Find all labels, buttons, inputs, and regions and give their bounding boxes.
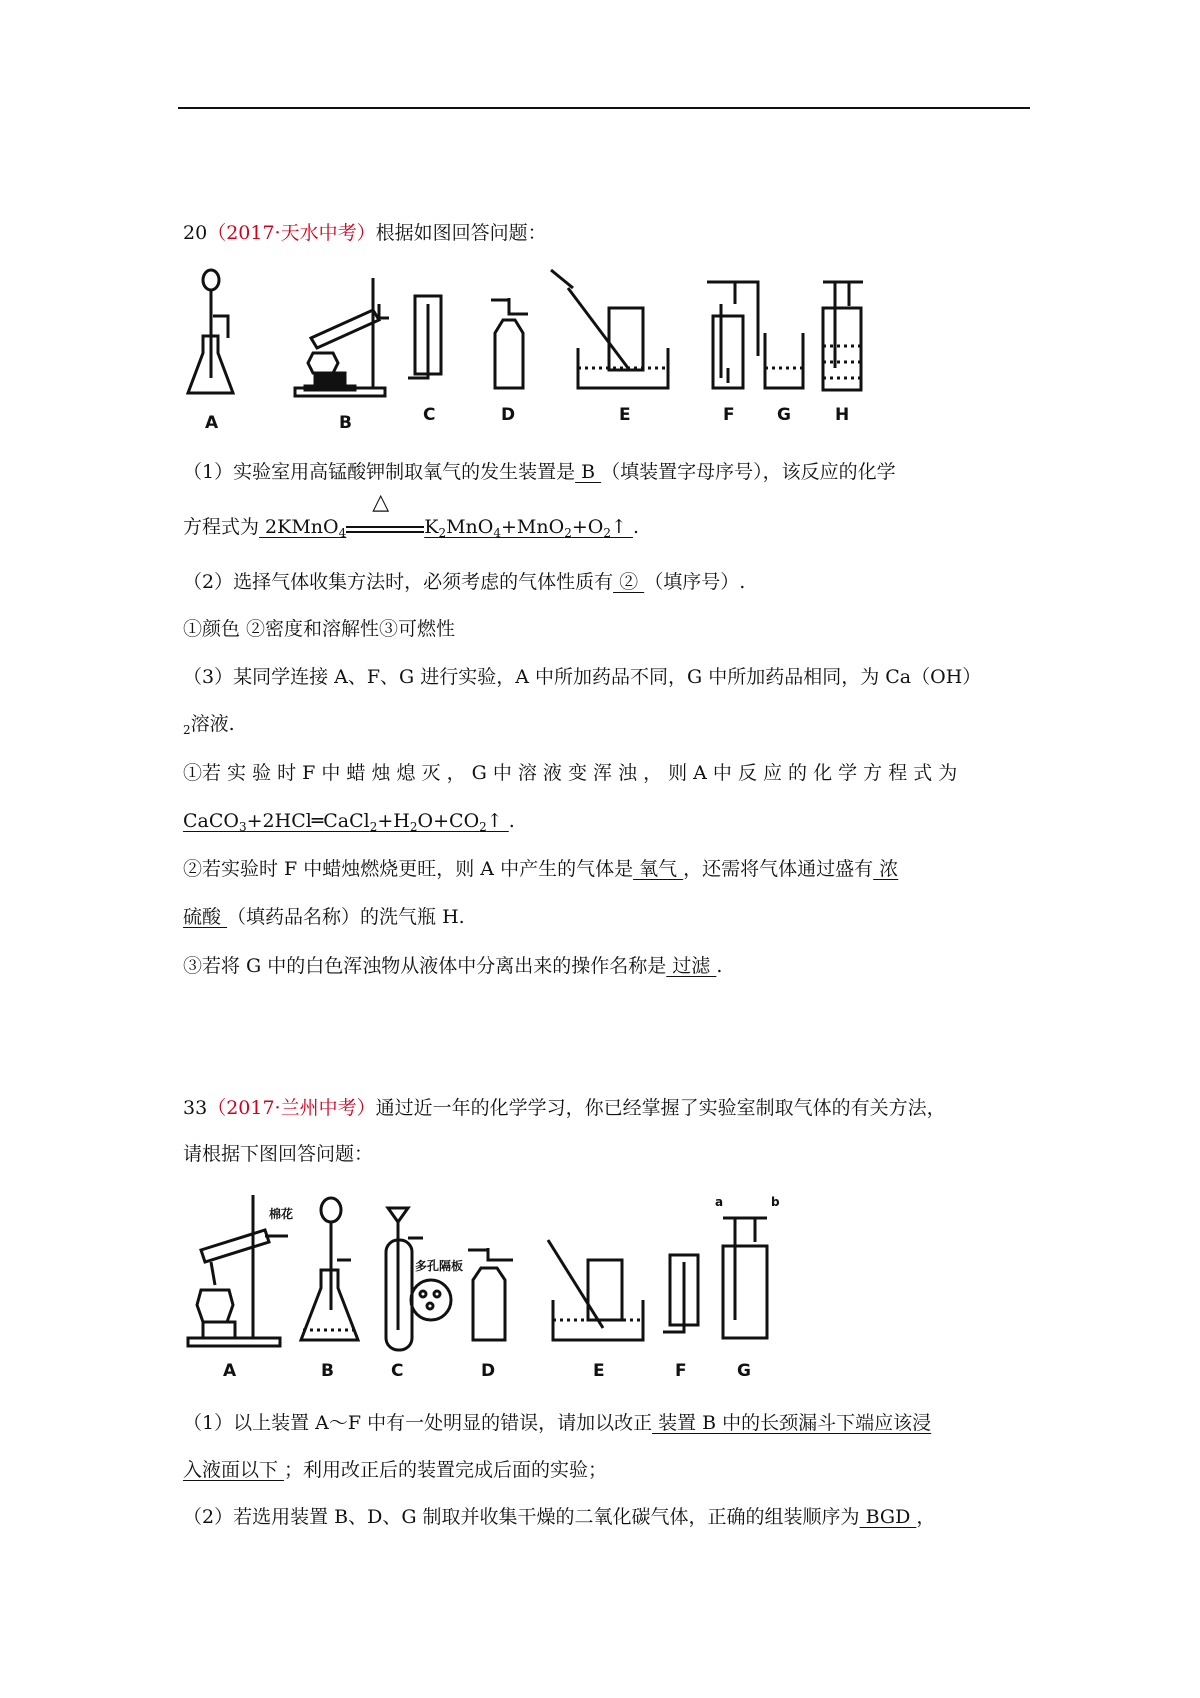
q33-label-e: E [593, 1361, 605, 1381]
q33-part2: （2）若选用装置 B、D、G 制取并收集干燥的二氧化碳气体，正确的组装顺序为 BGD ， [183, 1506, 936, 1528]
q33-apparatus-f [663, 1255, 698, 1332]
q20-apparatus-f [707, 282, 758, 388]
q20-label-h: H [835, 405, 850, 425]
q20-answer-1a: B [575, 461, 602, 483]
q33-label-b: B [321, 1361, 334, 1381]
q20-label-g: G [777, 405, 791, 425]
q20-part3a-line2: $CaCO_3+2HCl═CaCl_2+H_2O+CO_2↑$ . [183, 810, 515, 834]
q20-apparatus-b [295, 278, 389, 396]
q33-apparatus-a [188, 1195, 293, 1346]
q20-label-e: E [619, 405, 631, 425]
q20-part1-line2: 方程式为 2KMnO$_4$ △ $K_2MnO_4+MnO_2+O_2↑$ . [183, 490, 640, 540]
q20-part3b-line1: ②若实验时 F 中蜡烛燃烧更旺，则 A 中产生的气体是 氧气 ，还需将气体通过盛有 浓 [183, 858, 899, 880]
q20-part3-line2: $_2$溶液. [183, 713, 235, 737]
q33-label-g: G [737, 1361, 751, 1381]
q20-answer-acid-a: 浓 [873, 858, 899, 880]
q33-apparatus-b [301, 1198, 358, 1340]
q20-equation-caco3: $CaCO_3+2HCl═CaCl_2+H_2O+CO_2↑$ [183, 810, 509, 834]
q20-apparatus-e [551, 270, 668, 388]
q33-apparatus-e [548, 1240, 643, 1340]
q33-title: 33（2017·兰州中考）通过近一年的化学学习，你已经掌握了实验室制取气体的有关方法， [183, 1097, 946, 1119]
q20-equation-kmno4: 2KMnO$_4$ △ $K_2MnO_4+MnO_2+O_2↑$ [259, 490, 633, 540]
q20-label-f: F [723, 405, 735, 425]
q33-label-f: F [675, 1361, 687, 1381]
port-a: a [715, 1195, 724, 1209]
q20-part3a-line1: ①若 实 验 时 F 中 蜡 烛 熄 灭 ， G 中 溶 液 变 浑 浊 ， 则 A 中 反 应 的 化 学 方 程 式 为 [183, 762, 958, 784]
q20-answer-2: ② [613, 571, 645, 593]
q20-part1-line1: （1）实验室用高锰酸钾制取氧气的发生装置是 B （填装置字母序号），该反应的化学 [183, 461, 896, 483]
q20-apparatus-figure [183, 258, 948, 433]
q33-part1-line2: 入液面以下 ；利用改正后的装置完成后面的实验； [183, 1459, 608, 1481]
heating-condition: △ [346, 514, 424, 532]
q33-label-d: D [481, 1361, 496, 1381]
porous-plate-note: 多孔隔板 [415, 1259, 464, 1273]
q33-label-a: A [223, 1361, 237, 1381]
q33-apparatus-c [386, 1208, 463, 1350]
port-b: b [771, 1195, 780, 1209]
q20-answer-oxygen: 氧气 [633, 858, 684, 880]
q33-label-c: C [391, 1361, 404, 1381]
q20-apparatus-g [765, 333, 803, 388]
q33-answer-1a: 装置 B 中的长颈漏斗下端应该浸 [652, 1412, 932, 1434]
q33-answer-2: BGD [859, 1506, 917, 1528]
q33-apparatus-g [715, 1195, 780, 1338]
cotton-note: 棉花 [269, 1207, 294, 1221]
q20-label-d: D [501, 405, 516, 425]
q20-apparatus-a [188, 270, 233, 393]
q20-label-b: B [339, 413, 352, 433]
q33-apparatus-d [468, 1248, 513, 1340]
q20-part3c: ③若将 G 中的白色浑浊物从液体中分离出来的操作名称是 过滤 . [183, 955, 723, 977]
q20-part3-line1: （3）某同学连接 A、F、G 进行实验，A 中所加药品不同，G 中所加药品相同，为 Ca（OH） [183, 666, 982, 688]
q20-apparatus-c [408, 296, 441, 378]
q20-part2-options: ①颜色 ②密度和溶解性③可燃性 [183, 618, 456, 640]
q20-answer-acid-b: 硫酸 [183, 906, 228, 928]
q33-part1-line1: （1）以上装置 A～F 中有一处明显的错误，请加以改正 装置 B 中的长颈漏斗下端应该浸 [183, 1412, 932, 1434]
q20-part2: （2）选择气体收集方法时，必须考虑的气体性质有 ② （填序号）. [183, 571, 746, 593]
q33-apparatus-figure [183, 1190, 843, 1385]
header-rule [178, 107, 1030, 109]
q20-apparatus-d [491, 298, 528, 388]
q33-source: （2017·兰州中考） [207, 1097, 376, 1119]
q20-label-c: C [423, 405, 436, 425]
q20-apparatus-h [823, 282, 863, 390]
q20-answer-filter: 过滤 [666, 955, 717, 977]
q20-part3b-line2: 硫酸 （填药品名称）的洗气瓶 H. [183, 906, 465, 928]
q33-answer-1b: 入液面以下 [183, 1459, 285, 1481]
q33-stem-line2: 请根据下图回答问题： [183, 1143, 374, 1165]
q20-label-a: A [205, 413, 219, 433]
q20-title: 20（2017·天水中考）根据如图回答问题： [183, 222, 547, 244]
q20-source: （2017·天水中考） [207, 222, 376, 244]
